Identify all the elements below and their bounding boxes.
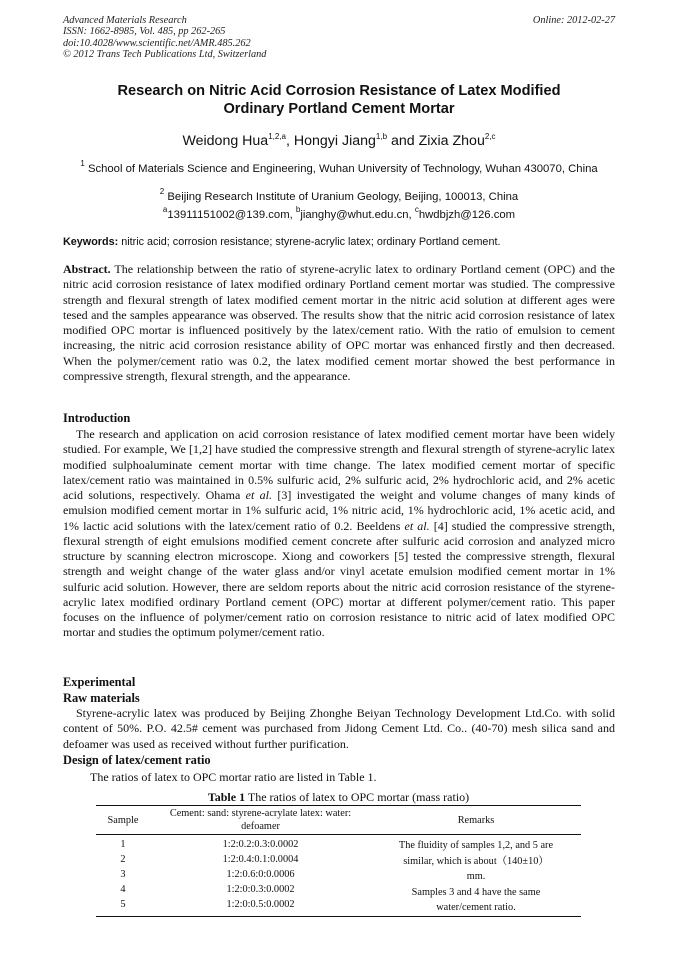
abstract-text: The relationship between the ratio of styrene-acrylic latex to ordinary Portland cement (OPC) and the nitric acid corrosion resistance of latex modified ordinary Portland cement mortar was studied. The compressive strength and flexural strength of latex modified cement mortar in the nitric acid solution at different ages were tesed and the samples appearance was observed. The results show that the nitric acid corrosion resistance of latex modified OPC mortar is influenced positively by the latex/cement ratio. With the ratio of emulsion to cement increasing, the nitric acid corrosion resistance ability of OPC mortar was enhanced firstly and then decreased. When the polymer/cement ratio was 0.2, the latex modified cement mortar showed the best performance in compressive strength, flexural strength, and the appearance. bbox=[63, 262, 615, 383]
remarks-line: Samples 3 and 4 have the same bbox=[411, 886, 541, 898]
copyright-line: © 2012 Trans Tech Publications Ltd, Switzerland bbox=[63, 49, 267, 61]
author-name: Weidong Hua bbox=[182, 133, 269, 149]
sample-cell: 5 bbox=[120, 899, 126, 910]
remarks-cell bbox=[371, 835, 581, 917]
journal-name: Advanced Materials Research bbox=[63, 15, 187, 26]
ratios-table bbox=[96, 805, 581, 917]
table-caption-text: The ratios of latex to OPC mortar (mass ratio) bbox=[245, 790, 470, 804]
abstract-label: Abstract. bbox=[63, 262, 111, 276]
keywords-text: nitric acid; corrosion resistance; styrene-acrylic latex; ordinary Portland cement. bbox=[121, 236, 501, 248]
et-al: et al. bbox=[245, 488, 273, 502]
paper-title bbox=[60, 82, 618, 118]
author-affiliation-mark: 1,2,a bbox=[268, 132, 286, 141]
sample-cell: 4 bbox=[120, 884, 126, 895]
ratio-cell: 1:2:0.2:0.3:0.0002 bbox=[222, 839, 299, 850]
sample-cell: 1 bbox=[120, 839, 126, 850]
author-name: Zixia Zhou bbox=[418, 133, 485, 149]
email-label: a bbox=[162, 205, 168, 214]
author-name: Hongyi Jiang bbox=[293, 133, 376, 149]
sample-cell: 2 bbox=[120, 854, 126, 865]
email-label: c bbox=[414, 205, 419, 214]
author-separator: , bbox=[286, 133, 294, 149]
affiliation-number: 2 bbox=[159, 187, 165, 196]
keywords-label: Keywords: bbox=[63, 236, 119, 248]
remarks-line: The fluidity of samples 1,2, and 5 are bbox=[398, 840, 554, 851]
introduction-paragraph bbox=[63, 427, 615, 641]
design-heading: Design of latex/cement ratio bbox=[63, 753, 211, 767]
title-line-2: Ordinary Portland Cement Mortar bbox=[223, 101, 455, 117]
email-address[interactable]: hwdbjzh@126.com bbox=[418, 209, 516, 221]
email-address[interactable]: 13911151002@139.com, bbox=[167, 209, 293, 221]
raw-materials-heading: Raw materials bbox=[63, 691, 140, 705]
et-al: et al. bbox=[404, 518, 430, 533]
affiliation-2 bbox=[62, 185, 616, 205]
remarks-line: mm. bbox=[466, 871, 486, 883]
running-header bbox=[63, 15, 266, 61]
design-paragraph: The ratios of latex to OPC mortar ratio are listed in Table 1. bbox=[90, 770, 377, 784]
intro-text: The research and application on acid corrosion resistance of latex modified cement mortar have been widely studied. For example, We [1,2] have studied the compressive strength and flexural strength of styrene-acrylic latex modified sulphoaluminate cement mortar with time change. The latex modified cement mortar of specific latex/cement ratio was maintained in 0.5% sulfuric acid, 2% sulfuric acid, 2% hydrochloric acid, and 2% acetic acid solutions, respectively. Ohama bbox=[63, 427, 615, 502]
intro-text: [4] studied the compressive strength, flexural strength of eight emulsions modified cement concrete after sulfuric acid corrosion and analyzed micro structure by scanning electron microscope. Xiong and coworkers [5] tested the compressive strength, flexural strength and weight change of the water glass and/or vinyl acetate emulsion modified cement mortar in 1% sulfuric acid solution. However, there are seldom reports about the nitric acid corrosion resistance of the styrene-acrylic latex modified ordinary Portland cement (OPC) mortar at different polymer/cement ratio. This paper focuses on the influence of polymer/cement ratio on corrosion resistance to nitric acid of latex modified OPC mortar and studies the optimum polymer/cement ratio. bbox=[63, 518, 615, 640]
remarks-line: water/cement ratio. bbox=[436, 902, 516, 914]
ratio-cell: 1:2:0.4:0.1:0.0004 bbox=[222, 854, 299, 865]
table-header-cell: Cement: sand: styrene-acrylate latex: water: defoamer bbox=[169, 808, 352, 832]
author-separator: and bbox=[387, 133, 419, 149]
table-header-row bbox=[96, 806, 581, 835]
affiliation-number: 1 bbox=[80, 159, 85, 168]
remarks-line: similar, which is about（140±10） bbox=[403, 855, 549, 867]
raw-materials-paragraph: Styrene-acrylic latex was produced by Beijing Zhonghe Beiyan Technology Development Ltd.Co. with solid content of 50%. P.O. 42.5# cement was purchased from Jidong Cement Ltd. Co.. (40-70) mesh silica sand and defoamer was used as received without further purification. bbox=[63, 706, 615, 751]
author-affiliation-mark: 1,b bbox=[375, 132, 388, 141]
author-affiliation-mark: 2,c bbox=[484, 132, 496, 141]
affiliation-1 bbox=[62, 157, 616, 177]
introduction-heading: Introduction bbox=[63, 411, 131, 425]
table-caption bbox=[96, 790, 581, 805]
issn-line: ISSN: 1662-8985, Vol. 485, pp 262-265 bbox=[63, 26, 226, 38]
email-label: b bbox=[295, 205, 301, 214]
author-emails bbox=[62, 203, 616, 223]
affiliation-text: School of Materials Science and Engineering, Wuhan University of Technology, Wuhan 430070, China bbox=[87, 163, 598, 175]
email-address[interactable]: jianghy@whut.edu.cn, bbox=[300, 209, 412, 221]
affiliation-text: Beijing Research Institute of Uranium Geology, Beijing, 100013, China bbox=[167, 191, 519, 203]
table-header-cell: Sample bbox=[107, 814, 139, 826]
sample-cell: 3 bbox=[120, 869, 126, 880]
ratio-cell: 1:2:0:0.3:0.0002 bbox=[226, 884, 295, 895]
keywords bbox=[63, 236, 615, 249]
author-list bbox=[60, 128, 618, 150]
ratio-cell: 1:2:0:0.5:0.0002 bbox=[226, 899, 295, 910]
table-caption-label: Table 1 bbox=[207, 790, 246, 804]
experimental-heading: Experimental bbox=[63, 675, 136, 689]
table-header-cell: Remarks bbox=[457, 814, 495, 826]
table-row bbox=[96, 835, 581, 854]
intro-text: [3] investigated the weight and volume changes of many kinds of emulsion modified cement mortar in 1% sulfuric acid, 1% nitric acid, 1% hydrochloric acid, 1% acetic acid, and 1% lactic acid solutions with the latex/cement ratio of 0.2. Beeldens bbox=[63, 488, 616, 533]
abstract bbox=[63, 262, 615, 384]
title-line-1: Research on Nitric Acid Corrosion Resistance of Latex Modified bbox=[117, 83, 561, 99]
doi-line: doi:10.4028/www.scientific.net/AMR.485.262 bbox=[63, 37, 251, 49]
online-date: Online: 2012-02-27 bbox=[532, 15, 615, 26]
ratio-cell: 1:2:0.6:0:0.0006 bbox=[226, 869, 295, 880]
